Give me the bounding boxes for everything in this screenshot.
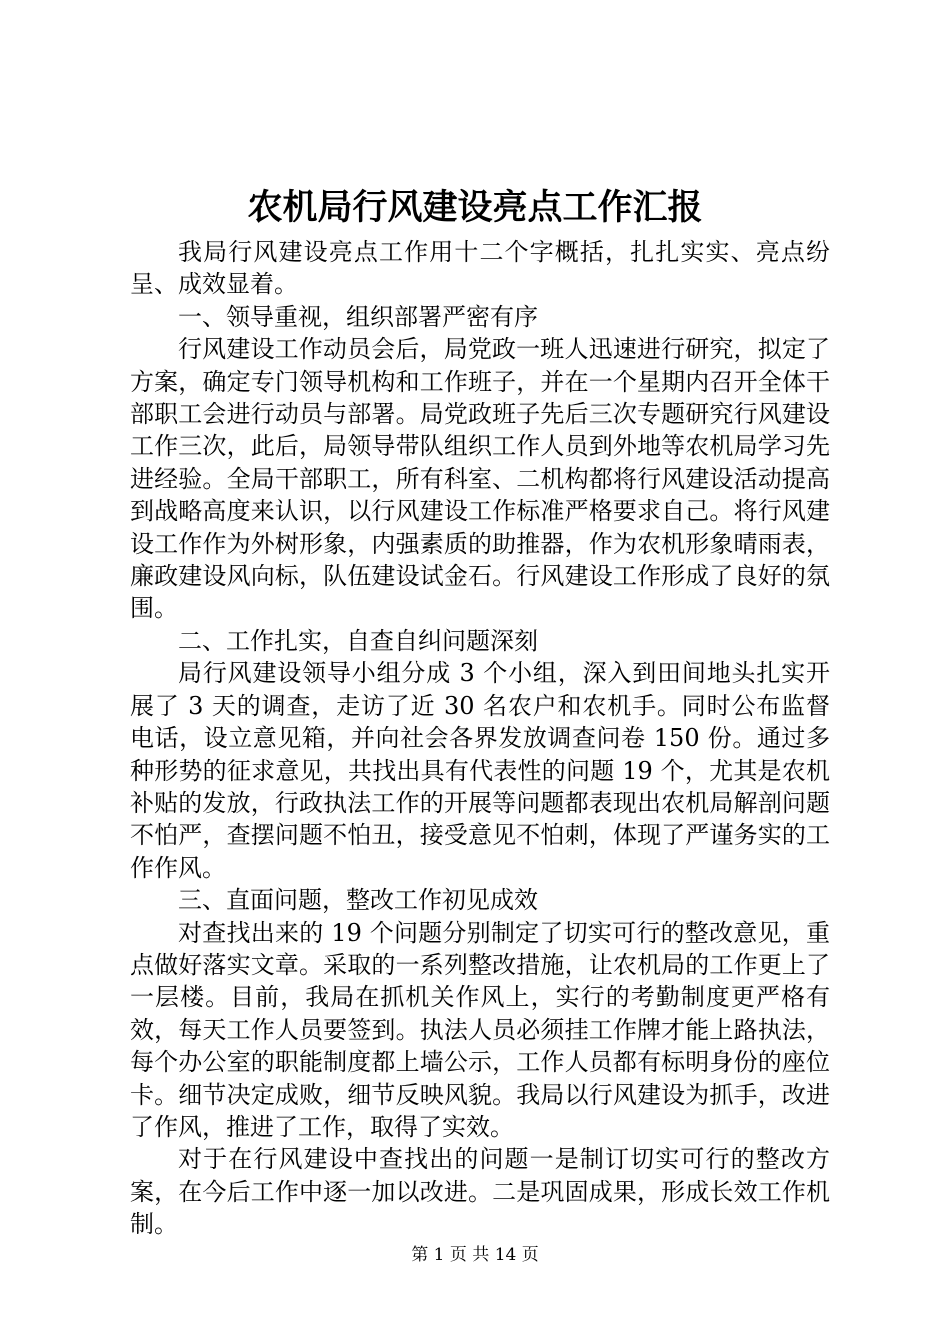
paragraph-conclusion: 对于在行风建设中查找出的问题一是制订切实可行的整改方案，在今后工作中逐一加以改进。二是巩固成果，形成长效工作机制。 xyxy=(130,1145,830,1239)
document-body xyxy=(130,236,830,1241)
paragraph-section-1: 行风建设工作动员会后，局党政一班人迅速进行研究，拟定了方案，确定专门领导机构和工作班子，并在一个星期内召开全体干部职工会进行动员与部署。局党政班子先后三次专题研究行风建设工作三次，此后，局领导带队组织工作人员到外地等农机局学习先进经验。全局干部职工，所有科室、二机构都将行风建设活动提高到战略高度来认识，以行风建设工作标准严格要求自己。将行风建设工作作为外树形象，内强素质的助推器，作为农机形象晴雨表，廉政建设风向标，队伍建设试金石。行风建设工作形成了良好的氛围。 xyxy=(130,335,830,623)
paragraph-intro: 我局行风建设亮点工作用十二个字概括，扎扎实实、亮点纷呈、成效显着。 xyxy=(130,238,830,299)
paragraph-section-3: 对查找出来的 19 个问题分别制定了切实可行的整改意见，重点做好落实文章。采取的一系列整改措施，让农机局的工作更上了一层楼。目前，我局在抓机关作风上，实行的考勤制度更严格有效，每天工作人员要签到。执法人员必须挂工作牌才能上路执法，每个办公室的职能制度都上墙公示，工作人员都有标明身份的座位卡。细节决定成败，细节反映风貌。我局以行风建设为抓手，改进了作风，推进了工作，取得了实效。 xyxy=(130,918,830,1141)
document-title: 农机局行风建设亮点工作汇报 xyxy=(247,187,703,228)
paragraph-section-2: 局行风建设领导小组分成 3 个小组，深入到田间地头扎实开展了 3 天的调查，走访了近 30 名农户和农机手。同时公布监督电话，设立意见箱，并向社会各界发放调查问卷 150 份。通过多种形势的征求意见，共找出具有代表性的问题 19 个，尤其是农机补贴的发放，行政执法工作的开展等问题都表现出农机局解剖问题不怕严，查摆问题不怕丑，接受意见不怕刺，体现了严谨务实的工作作风。 xyxy=(130,659,830,882)
section-heading-3: 三、直面问题，整改工作初见成效 xyxy=(178,886,538,915)
page-number-footer: 第 1 页 共 14 页 xyxy=(411,1245,539,1265)
section-heading-1: 一、领导重视，组织部署严密有序 xyxy=(178,302,538,331)
section-heading-2: 二、工作扎实，自查自纠问题深刻 xyxy=(178,626,538,655)
